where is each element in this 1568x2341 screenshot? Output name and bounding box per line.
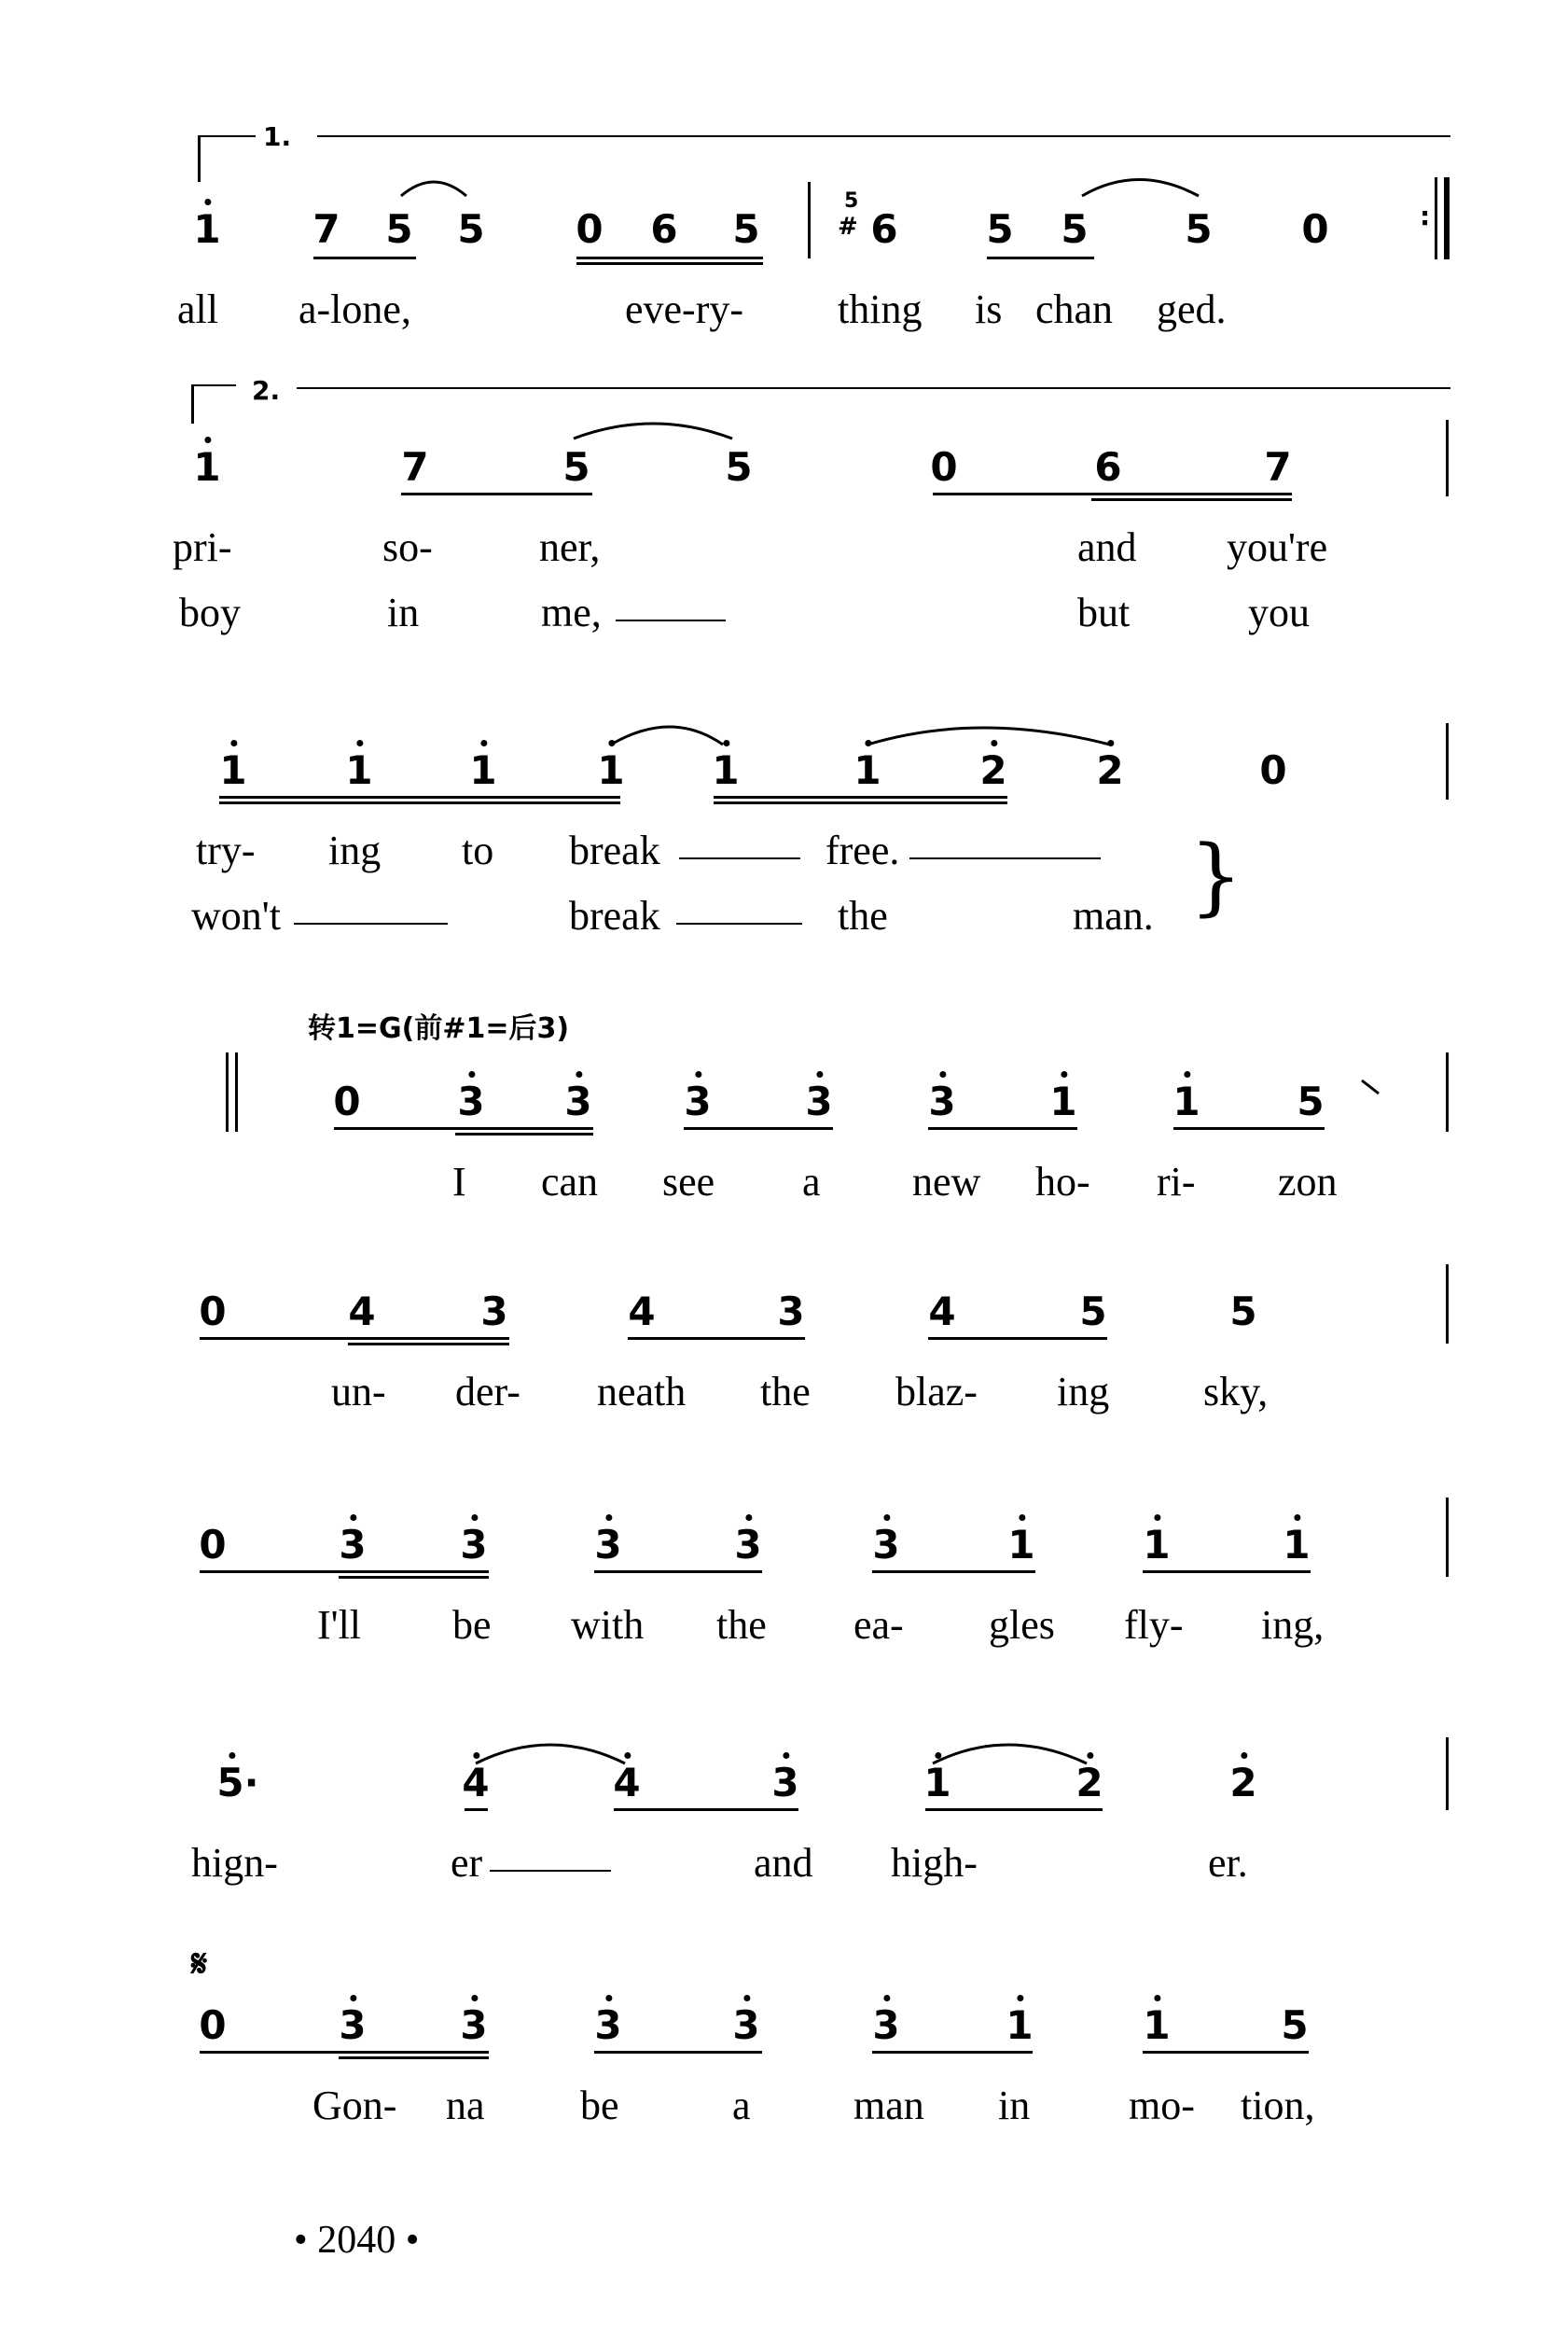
lyric: you're xyxy=(1227,524,1328,570)
note: 0 xyxy=(1301,206,1329,252)
note: 0 xyxy=(1259,747,1287,793)
lyric: is xyxy=(975,286,1003,332)
underline xyxy=(576,262,763,265)
note: 5 xyxy=(385,206,413,252)
note: 1 xyxy=(219,751,246,790)
note: 5 xyxy=(1079,1289,1107,1334)
underline xyxy=(219,801,620,804)
lyric: neath xyxy=(597,1369,687,1414)
barline xyxy=(1446,1264,1449,1344)
note: 5 xyxy=(1185,206,1213,252)
note: 3 xyxy=(771,1763,798,1803)
note: 6 xyxy=(650,206,678,252)
slur xyxy=(933,1745,1087,1763)
volta-2-line xyxy=(297,387,1450,389)
note: 2 xyxy=(1096,751,1123,790)
lyric: the xyxy=(838,893,888,939)
underline xyxy=(200,1337,509,1340)
note: 3 xyxy=(928,1082,955,1122)
underline xyxy=(576,257,763,259)
lyric: in xyxy=(387,590,420,635)
lyric: un- xyxy=(331,1369,386,1414)
lyric: eve-ry- xyxy=(625,286,744,332)
barline xyxy=(226,1052,229,1132)
slur xyxy=(574,424,732,439)
barline xyxy=(1444,177,1450,259)
lyric: hign- xyxy=(191,1840,278,1886)
note: 0 xyxy=(199,1289,227,1334)
note: 1 xyxy=(923,1763,951,1803)
note: 5 xyxy=(1281,2002,1309,2048)
barline xyxy=(1446,1737,1449,1810)
lyric: er xyxy=(451,1840,483,1886)
lyric: see xyxy=(662,1159,715,1205)
lyric: and xyxy=(754,1840,813,1886)
lyric: but xyxy=(1077,590,1131,635)
extender-line xyxy=(909,857,1101,859)
note: 5 xyxy=(562,444,590,490)
lyric: free. xyxy=(826,828,900,873)
note: 4 xyxy=(613,1763,640,1803)
lyric: a-lone, xyxy=(298,286,411,332)
note: 1 xyxy=(1143,1526,1170,1565)
lyric: a xyxy=(732,2083,751,2128)
note: 3 xyxy=(684,1082,711,1122)
lyric: break xyxy=(569,828,660,873)
barline xyxy=(1446,1052,1449,1132)
note: 5 xyxy=(1061,206,1089,252)
lyric: boy xyxy=(179,590,241,635)
lyric: tion, xyxy=(1241,2083,1315,2128)
barline xyxy=(235,1052,238,1132)
note: 7 xyxy=(1264,444,1292,490)
underline xyxy=(594,2051,762,2054)
note: 3 xyxy=(805,1082,832,1122)
underline xyxy=(455,1133,593,1136)
lyric: won't xyxy=(191,893,281,939)
note: 3 xyxy=(872,1526,899,1565)
lyric: Gon- xyxy=(312,2083,397,2128)
barline xyxy=(1446,420,1449,496)
note: 1 xyxy=(1007,1526,1034,1565)
lyric: the xyxy=(716,1602,767,1648)
lyric: ri- xyxy=(1157,1159,1196,1205)
lyric: be xyxy=(580,2083,619,2128)
lyric: break xyxy=(569,893,660,939)
note: 4 xyxy=(462,1763,489,1803)
page-number: • 2040 • xyxy=(294,2219,420,2262)
note: 1 xyxy=(193,448,220,487)
note: 1 xyxy=(1283,1526,1310,1565)
lyric: ing, xyxy=(1261,1602,1325,1648)
volta-2-bracket xyxy=(191,384,194,424)
note: 7 xyxy=(312,206,340,252)
key-change-label: 转1=G(前#1=后3) xyxy=(308,1012,570,1045)
underline xyxy=(928,1127,1077,1130)
underline xyxy=(872,1570,1035,1573)
note: 0 xyxy=(199,2002,227,2048)
underline xyxy=(925,1808,1103,1811)
note: 1 xyxy=(1049,1082,1076,1122)
note: 1 xyxy=(1006,2006,1033,2045)
note: 5 xyxy=(732,206,760,252)
note: 2 xyxy=(1229,1763,1256,1803)
extender-line xyxy=(490,1870,611,1872)
note: 3 xyxy=(460,2006,487,2045)
underline xyxy=(401,493,592,495)
underline xyxy=(348,1343,509,1345)
underline xyxy=(714,796,1007,799)
note: 7 xyxy=(401,444,429,490)
underline xyxy=(1143,1570,1311,1573)
note: 5 xyxy=(1297,1079,1325,1124)
lyric: I xyxy=(452,1159,466,1205)
lyric: ner, xyxy=(539,524,601,570)
lyric: me, xyxy=(541,590,602,635)
lyric: new xyxy=(912,1159,981,1205)
lyric: ing xyxy=(328,828,382,873)
underline xyxy=(200,2051,489,2054)
lyric: you xyxy=(1248,590,1310,635)
lyric: gles xyxy=(989,1602,1055,1648)
lyric: ea- xyxy=(853,1602,904,1648)
volta-1-label: 1. xyxy=(263,121,292,152)
note: 3 xyxy=(339,1526,366,1565)
lyric: in xyxy=(998,2083,1031,2128)
lyric: thing xyxy=(838,286,923,332)
underline xyxy=(334,1127,593,1130)
note: 4 xyxy=(928,1289,956,1334)
lyric: ing xyxy=(1057,1369,1110,1414)
note: 0 xyxy=(199,1522,227,1568)
underline xyxy=(872,2051,1033,2054)
lyric: ho- xyxy=(1035,1159,1090,1205)
note: 1 xyxy=(597,751,624,790)
note: 0 xyxy=(576,206,604,252)
underline xyxy=(628,1337,805,1340)
lyric: man xyxy=(853,2083,924,2128)
underline xyxy=(339,2056,489,2059)
lyric: so- xyxy=(382,524,433,570)
note: 2 xyxy=(1075,1763,1103,1803)
note: 3 xyxy=(732,2006,759,2045)
barline xyxy=(1446,1498,1449,1577)
underline xyxy=(987,257,1094,259)
lyric: I'll xyxy=(317,1602,362,1648)
note: 0 xyxy=(930,444,958,490)
breath-mark xyxy=(1362,1080,1379,1094)
lyric: be xyxy=(452,1602,492,1648)
lyric: der- xyxy=(455,1369,520,1414)
lyric: with xyxy=(571,1602,645,1648)
note: 4 xyxy=(348,1289,376,1334)
lyric: er. xyxy=(1208,1840,1248,1886)
volta-1-bracket-top xyxy=(198,135,256,137)
note: 3 xyxy=(594,1526,621,1565)
lyric: fly- xyxy=(1124,1602,1184,1648)
note: 6 xyxy=(870,206,898,252)
volta-1-line xyxy=(317,135,1450,137)
barline xyxy=(1446,723,1449,800)
note: 3 xyxy=(872,2006,899,2045)
volta-2-label: 2. xyxy=(252,375,281,406)
lyric: sky, xyxy=(1203,1369,1269,1414)
note: 1 xyxy=(469,751,496,790)
lyric: blaz- xyxy=(895,1369,978,1414)
slur xyxy=(1082,180,1199,197)
underline xyxy=(313,257,416,259)
lyric: ged. xyxy=(1157,286,1227,332)
lyric: all xyxy=(177,286,218,332)
note: 1 xyxy=(345,751,372,790)
lyric: man. xyxy=(1073,893,1154,939)
note: 1 xyxy=(193,210,220,249)
underline xyxy=(465,1808,488,1811)
lyric: pri- xyxy=(173,524,232,570)
note: 1 xyxy=(1173,1082,1200,1122)
extender-line xyxy=(676,923,802,925)
slur xyxy=(611,727,723,745)
note: 1 xyxy=(853,751,881,790)
lyric: try- xyxy=(196,828,256,873)
note: 5 xyxy=(1229,1289,1257,1334)
underline xyxy=(928,1337,1107,1340)
volta-1-bracket xyxy=(198,135,201,182)
note: 5 xyxy=(457,206,485,252)
underline xyxy=(1143,2051,1309,2054)
lyric: to xyxy=(462,828,494,873)
underline xyxy=(1091,498,1292,501)
grace-note: 5 xyxy=(844,189,859,213)
segno-sign: 𝄋 xyxy=(191,1943,208,1986)
lyric: chan xyxy=(1035,286,1114,332)
lyric: zon xyxy=(1278,1159,1338,1205)
lyric: high- xyxy=(891,1840,978,1886)
note: 5 xyxy=(725,444,753,490)
underline xyxy=(594,1570,762,1573)
verse-brace: } xyxy=(1189,828,1243,926)
underline xyxy=(219,796,620,799)
note: 1 xyxy=(1143,2006,1170,2045)
underline xyxy=(684,1127,833,1130)
note: 3 xyxy=(564,1082,591,1122)
lyric: the xyxy=(760,1369,811,1414)
note: 3 xyxy=(460,1526,487,1565)
underline xyxy=(1173,1127,1325,1130)
note: 4 xyxy=(628,1289,656,1334)
underline xyxy=(933,493,1292,495)
note: 3 xyxy=(734,1526,761,1565)
note: 2 xyxy=(979,751,1006,790)
lyric: a xyxy=(802,1159,821,1205)
extender-line xyxy=(679,857,800,859)
underline xyxy=(614,1808,798,1811)
slur xyxy=(476,1745,625,1763)
repeat-dots: : xyxy=(1420,201,1431,231)
note: 0 xyxy=(333,1079,361,1124)
underline xyxy=(714,801,1007,804)
underline xyxy=(339,1576,489,1579)
note: 3 xyxy=(457,1082,484,1122)
extender-line xyxy=(616,620,726,621)
note: 3 xyxy=(777,1289,805,1334)
lyric: mo- xyxy=(1129,2083,1195,2128)
note: 3 xyxy=(480,1289,508,1334)
barline xyxy=(1435,177,1437,259)
note: 3 xyxy=(594,2006,621,2045)
lyric: and xyxy=(1077,524,1137,570)
note: 1 xyxy=(712,751,739,790)
slur xyxy=(867,728,1110,745)
barline xyxy=(808,182,811,258)
note: 5 xyxy=(986,206,1014,252)
volta-2-bracket-top xyxy=(191,384,236,386)
sharp-sign: # xyxy=(838,213,858,241)
slur xyxy=(401,182,466,196)
lyric: can xyxy=(541,1159,599,1205)
note: 6 xyxy=(1094,444,1122,490)
extender-line xyxy=(294,923,448,925)
note: 3 xyxy=(339,2006,366,2045)
underline xyxy=(200,1570,489,1573)
note: 5· xyxy=(216,1763,258,1803)
lyric: na xyxy=(446,2083,485,2128)
